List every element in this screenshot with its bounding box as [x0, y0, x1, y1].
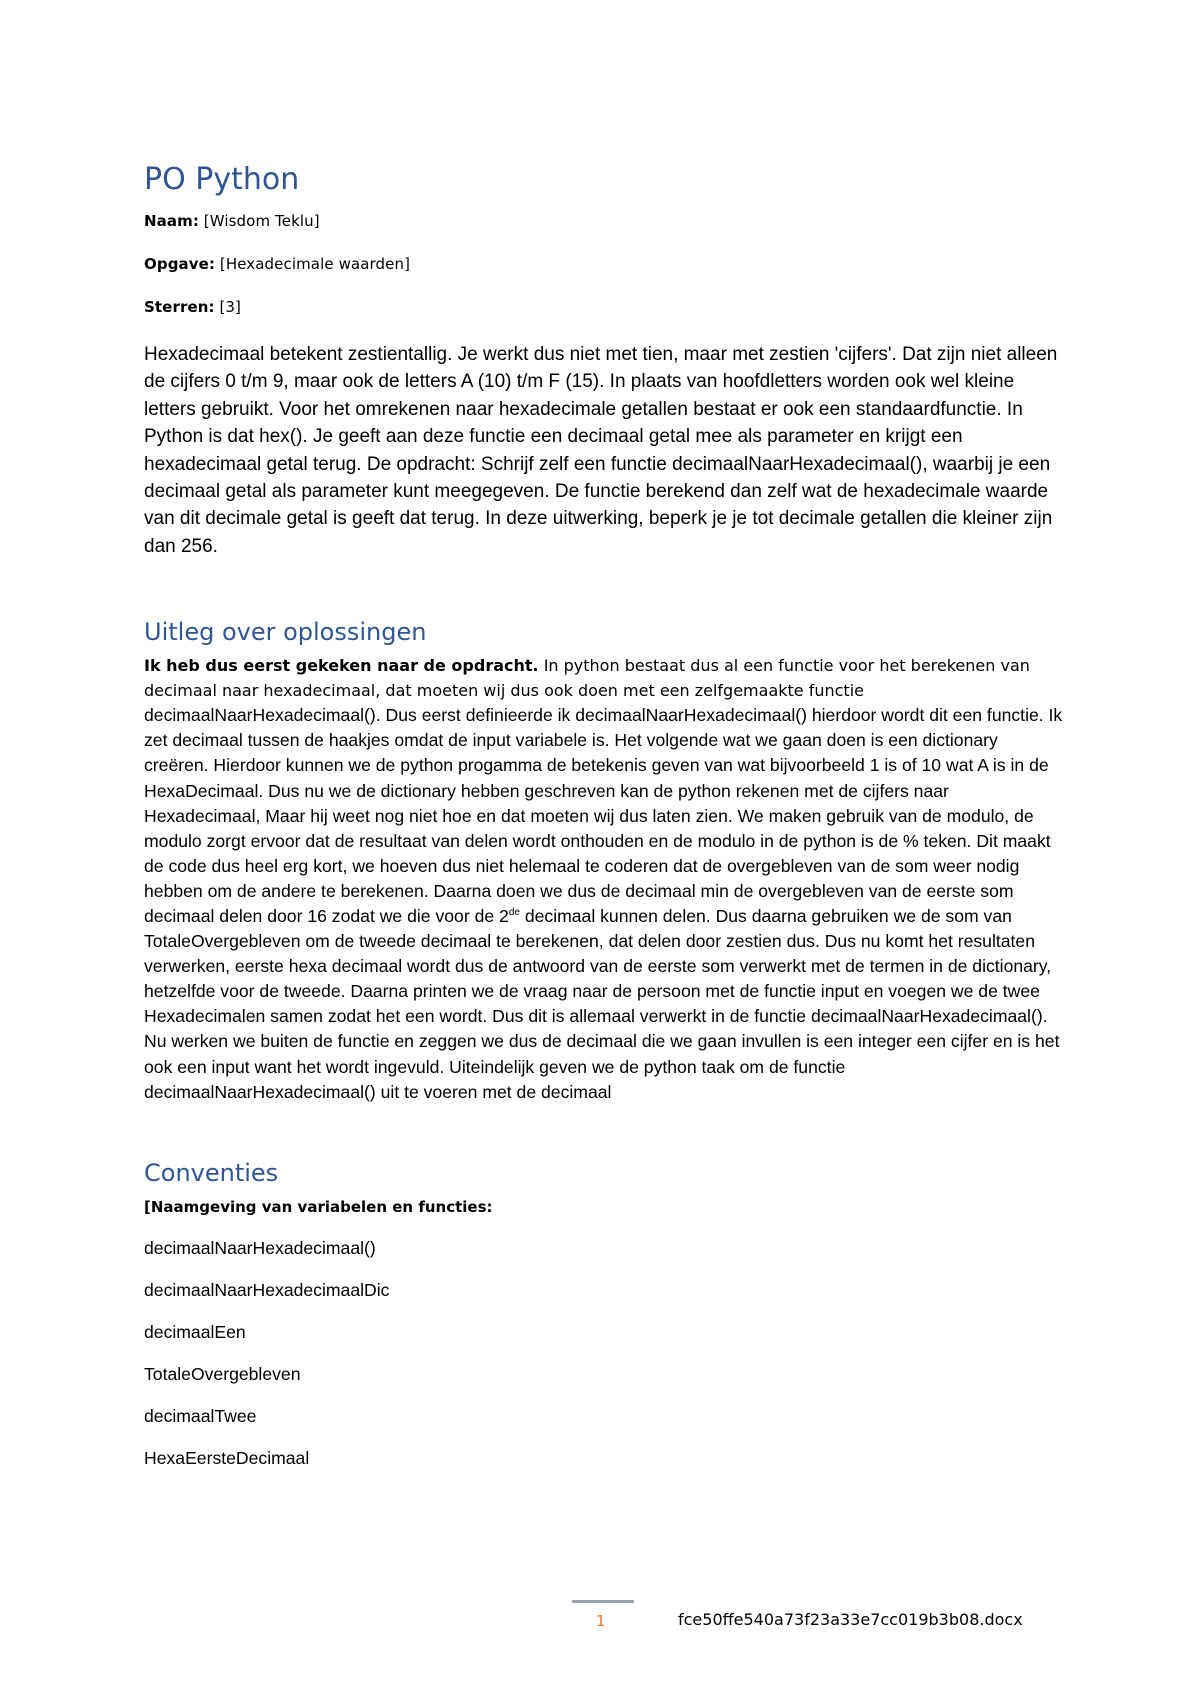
- uitleg-text-part2: decimaal kunnen delen. Dus daarna gebruiken we de som van TotaleOvergebleven om de tweede decimaal te berekenen, dat delen door zestien dus. Dus nu komt het resultaten verwerken, eerste hexa decimaal wordt dus de antwoord van de eerste som verwerkt met de termen in de dictionary, hetzelfde voor de tweede. Daarna printen we de vraag naar de persoon met de functie input en voegen we de twee Hexadecimalen samen zodat het een wordt. Dus dit is allemaal verwerkt in de functie decimaalNaarHexadecimaal(). Nu werken we buiten de functie en zeggen we dus de decimaal die we gaan invullen is een integer een cijfer en is het ook een input want het wordt ingevuld. Uiteindelijk geven we de python taak om de functie decimaalNaarHexadecimaal() uit te voeren met de decimaal: [144, 905, 1060, 1102]
- footer-filename: fce50ffe540a73f23a33e7cc019b3b08.docx: [678, 1610, 1023, 1629]
- conventies-label: [Naamgeving van variabelen en functies:: [144, 1197, 493, 1216]
- intro-paragraph: Hexadecimaal betekent zestientallig. Je werkt dus niet met tien, maar met zestien 'cijfers'. Dat zijn niet alleen de cijfers 0 t/m 9, maar ook de letters A (10) t/m F (15). In plaats van hoofdletters worden ook wel kleine letters gebruikt. Voor het omrekenen naar hexadecimale getallen bestaat er ook een standaardfunctie. In Python is dat hex(). Je geeft aan deze functie een decimaal getal mee als parameter en krijgt een hexadecimaal getal terug. De opdracht: Schrijf zelf een functie decimaalNaarHexadecimaal(), waarbij je een decimaal getal als parameter kunt meegegeven. De functie berekend dan zelf wat de hexadecimale waarde van dit decimale getal is geeft dat terug. In deze uitwerking, beperk je je tot decimale getallen die kleiner zijn dan 256.: [144, 344, 1058, 557]
- document-title: PO Python: [144, 162, 300, 197]
- naam-line: [144, 212, 1064, 230]
- uitleg-paragraph: [144, 653, 1064, 1105]
- uitleg-lead: [144, 656, 1030, 700]
- opgave-value: [Hexadecimale waarden]: [215, 255, 411, 273]
- list-item: HexaEersteDecimaal: [144, 1447, 310, 1468]
- conventies-heading: Conventies: [144, 1158, 279, 1187]
- naam-value: [Wisdom Teklu]: [198, 212, 320, 230]
- footer-divider: [572, 1600, 634, 1603]
- list-item: decimaalEen: [144, 1321, 246, 1342]
- sterren-value: [3]: [214, 298, 242, 316]
- list-item: decimaalNaarHexadecimaalDic: [144, 1279, 390, 1300]
- sterren-label: Sterren:: [144, 298, 215, 316]
- document-body: [144, 162, 1064, 1490]
- uitleg-heading: Uitleg over oplossingen: [144, 618, 427, 647]
- page-number: 1: [596, 1612, 606, 1630]
- list-item: decimaalTwee: [144, 1405, 257, 1426]
- ordinal-suffix: de: [508, 907, 520, 919]
- list-item: decimaalNaarHexadecimaal(): [144, 1237, 376, 1258]
- list-item: TotaleOvergebleven: [144, 1363, 301, 1384]
- opgave-label: Opgave:: [144, 255, 215, 273]
- uitleg-lead-normal: In python bestaat dus al een functie voor het berekenen van decimaal naar hexadecimaal, dat moeten wij dus ook doen met een zelfgemaakte functie: [144, 656, 1030, 701]
- sterren-line: [144, 298, 1064, 316]
- naam-label: Naam:: [144, 212, 199, 230]
- uitleg-text-part1: decimaalNaarHexadecimaal(). Dus eerst definieerde ik decimaalNaarHexadecimaal() hierdoor wordt dit een functie. Ik zet decimaal tussen de haakjes omdat de input variabele is. Het volgende wat we gaan doen is een dictionary creëren. Hierdoor kunnen we de python progamma de betekenis geven van wat bijvoorbeeld 1 is of 10 wat A is in de HexaDecimaal. Dus nu we de dictionary hebben geschreven kan de python rekenen met de cijfers naar Hexadecimaal, Maar hij weet nog niet hoe en dat moeten wij dus laten zien. We maken gebruik van de modulo, de modulo zorgt ervoor dat de resultaat van delen wordt onthouden en de modulo in de python is de % teken. Dit maakt de code dus heel erg kort, we hoeven dus niet helemaal te coderen dat de overgebleven van de som weer nodig hebben om de andere te berekenen. Daarna doen we dus de decimaal min de overgebleven van de eerste som decimaal delen door 16 zodat we die voor de 2: [144, 705, 1063, 926]
- opgave-line: [144, 255, 1064, 273]
- conventies-list: [144, 1238, 1064, 1469]
- uitleg-lead-bold: Ik heb dus eerst gekeken naar de opdracht.: [144, 656, 539, 676]
